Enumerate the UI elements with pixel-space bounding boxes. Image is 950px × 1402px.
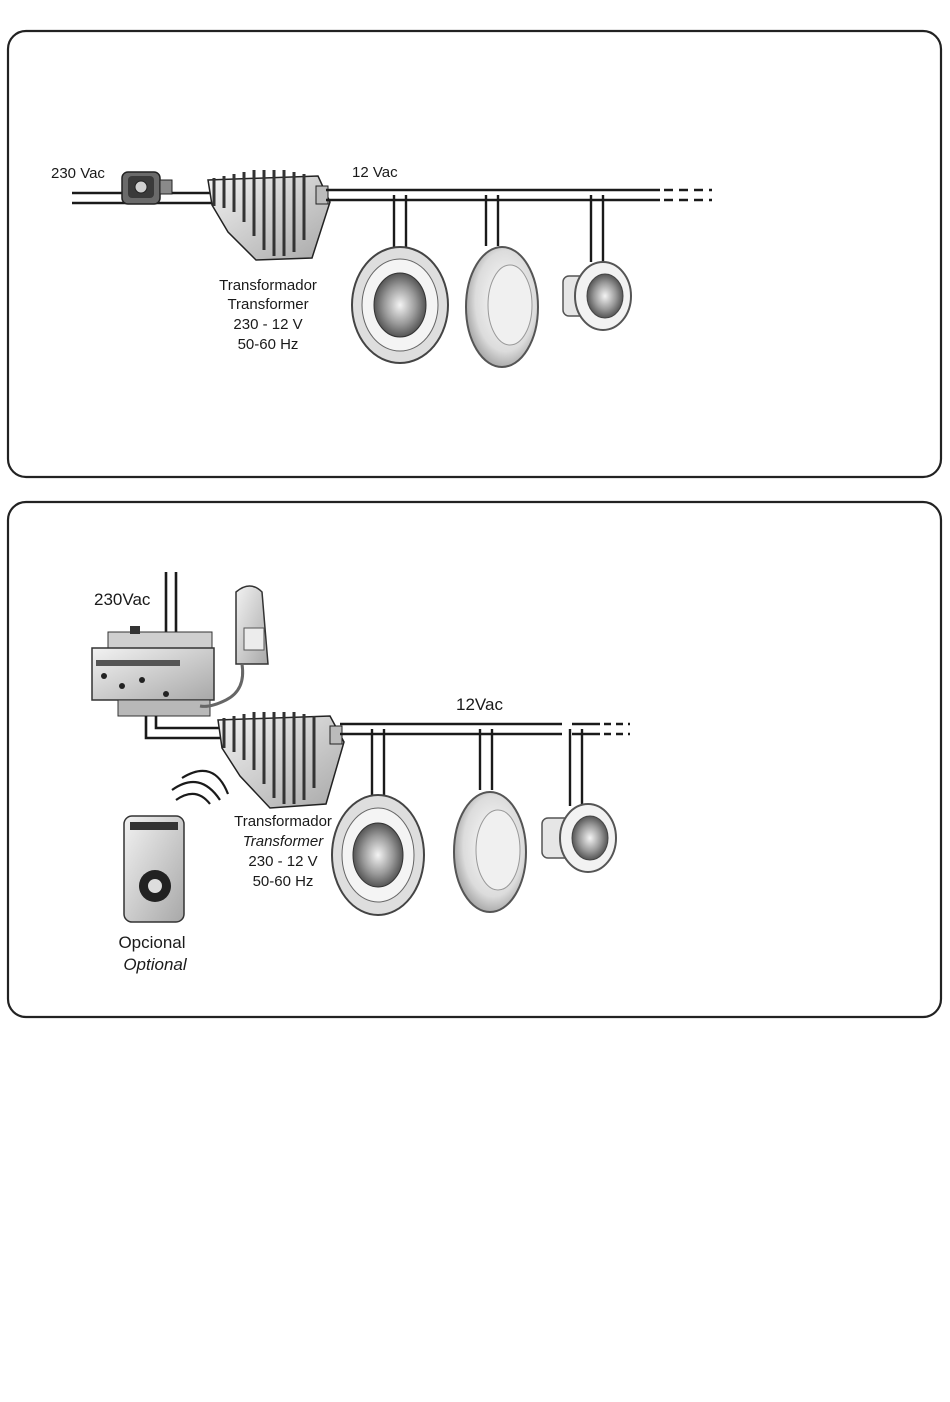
bus-12v-wires bbox=[326, 190, 660, 200]
transformer-spec-label bbox=[234, 813, 332, 890]
optional-label-line: Opcional bbox=[118, 933, 186, 952]
din-controller-icon bbox=[92, 626, 214, 716]
transformer-icon bbox=[208, 170, 330, 260]
bus-12v-continuation bbox=[664, 190, 712, 200]
transformer-spec-line: Transformer bbox=[242, 833, 324, 850]
transformer-spec-line: 230 - 12 V bbox=[233, 316, 303, 333]
transformer-spec-line: Transformer bbox=[227, 296, 309, 313]
optional-label-line: Optional bbox=[123, 955, 187, 974]
transformer-icon bbox=[218, 712, 344, 808]
wireless-signal-icon bbox=[172, 771, 228, 804]
output-voltage-label: 12 Vac bbox=[352, 164, 398, 181]
pool-lamp-small-icon bbox=[563, 262, 631, 330]
panel-transformer-wiring bbox=[8, 31, 941, 477]
supply-voltage-label: 230 Vac bbox=[51, 165, 105, 182]
controller-to-transformer-wires bbox=[146, 716, 226, 738]
pool-lamp-flat-icon bbox=[454, 792, 526, 912]
transformer-spec-line: Transformador bbox=[234, 813, 332, 830]
supply-wires-230v bbox=[166, 572, 176, 632]
transformer-spec-line: Transformador bbox=[219, 277, 317, 294]
pool-lamp-flat-icon bbox=[466, 247, 538, 367]
transformer-spec-label bbox=[219, 277, 317, 353]
optional-label bbox=[118, 933, 187, 974]
pool-lamp-large-icon bbox=[352, 247, 448, 363]
panel-controller-wiring bbox=[8, 502, 941, 1017]
bus-12v-wires bbox=[340, 724, 600, 734]
remote-control-icon bbox=[124, 816, 184, 922]
switch-box-icon bbox=[122, 172, 172, 204]
output-voltage-label: 12Vac bbox=[456, 695, 503, 714]
bus-12v-continuation bbox=[604, 724, 630, 734]
transformer-spec-line: 50-60 Hz bbox=[237, 336, 299, 353]
pool-lamp-large-icon bbox=[332, 795, 424, 915]
transformer-spec-line: 50-60 Hz bbox=[252, 873, 314, 890]
supply-voltage-label: 230Vac bbox=[94, 590, 151, 609]
panel-1-border bbox=[8, 31, 941, 477]
lamp-drop-wires bbox=[372, 729, 582, 806]
transformer-spec-line: 230 - 12 V bbox=[248, 853, 318, 870]
pool-lamp-small-icon bbox=[542, 804, 616, 872]
